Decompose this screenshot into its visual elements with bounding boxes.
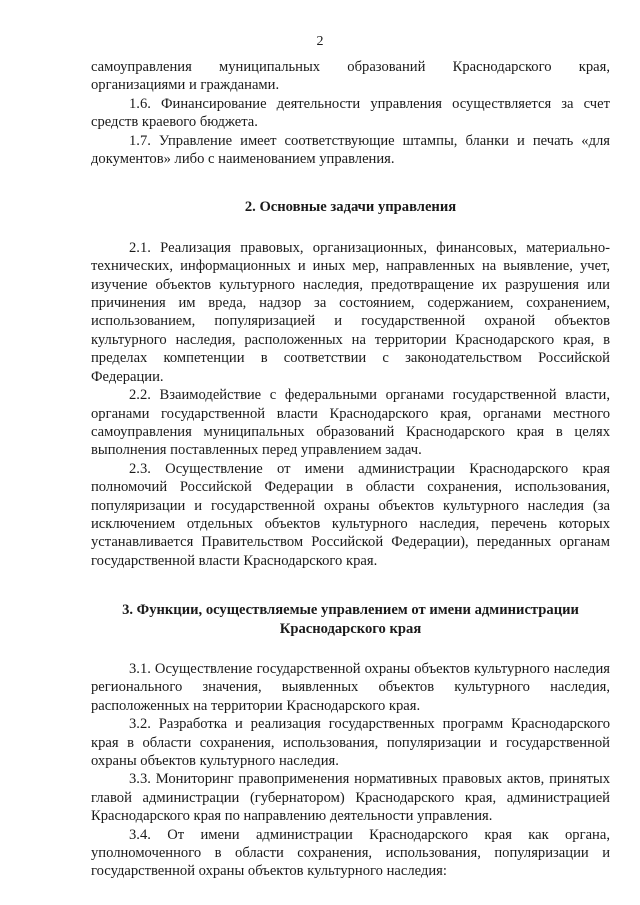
document-body [91,58,610,881]
section-3-heading-line-2: Краснодарского края [279,620,422,637]
spacer [91,638,610,660]
paragraph-2-3: 2.3. Осуществление от имени администрации Краснодарского края полномочий Российской Федерации в области сохранения, использования, популяризации и государственной охраны объектов культурного наследия (за исключением отдельных объектов культурного наследия, перечень которых устанавливается Правительством Российской Федерации), переданных органам государственной власти Краснодарского края. [91,460,610,569]
paragraph-1-6: 1.6. Финансирование деятельности управления осуществляется за счет средств краевого бюджета. [91,95,610,131]
page-number: 2 [316,34,324,49]
paragraph-3-3: 3.3. Мониторинг правоприменения нормативных правовых актов, принятых главой администрации (губернатором) Краснодарского края, администрацией Краснодарского края по направлению деятельности управления. [91,771,610,825]
section-2-heading: 2. Основные задачи управления [244,199,457,216]
spacer [91,217,610,239]
paragraph-3-2: 3.2. Разработка и реализация государственных программ Краснодарского края в области сохранения, использования, популяризации и государственной охраны объектов культурного наследия. [91,716,610,769]
paragraph-3-4: 3.4. От имени администрации Краснодарского края как органа, уполномоченного в области сохранения, использования, популяризации и государственной охраны объектов культурного наследия: [91,826,610,880]
paragraph-2-1: 2.1. Реализация правовых, организационных, финансовых, материально-технических, информационных и иных мер, направленных на выявление, учет, изучение объектов культурного наследия, предотвращение их разрушения или причинения им вреда, надзор за состоянием, содержанием, сохранением, использованием, популяризацией и государственной охраной объектов культурного наследия, расположенных на территории Краснодарского края, в пределах компетенции в соответствии с законодательством Российской Федерации. [91,239,610,385]
intro-paragraph-continuation: самоуправления муниципальных образований Краснодарского края, организациями и гражданами. [91,59,610,94]
spacer [91,168,610,198]
section-3-heading [91,601,610,638]
paragraph-1-7: 1.7. Управление имеет соответствующие штампы, бланки и печать «для документов» либо с наименованием управления. [91,132,610,168]
paragraph-3-1: 3.1. Осуществление государственной охраны объектов культурного наследия регионального значения, выявленных объектов культурного наследия, расположенных на территории Краснодарского края. [91,660,610,714]
section-3-heading-line-1: 3. Функции, осуществляемые управлением от имени администрации [122,602,579,619]
paragraph-2-2: 2.2. Взаимодействие с федеральными органами государственной власти, органами государственной власти Краснодарского края, органами местного самоуправления муниципальных образований Краснодарского края в целях выполнения поставленных перед управлением задач. [91,387,610,459]
spacer [91,570,610,601]
